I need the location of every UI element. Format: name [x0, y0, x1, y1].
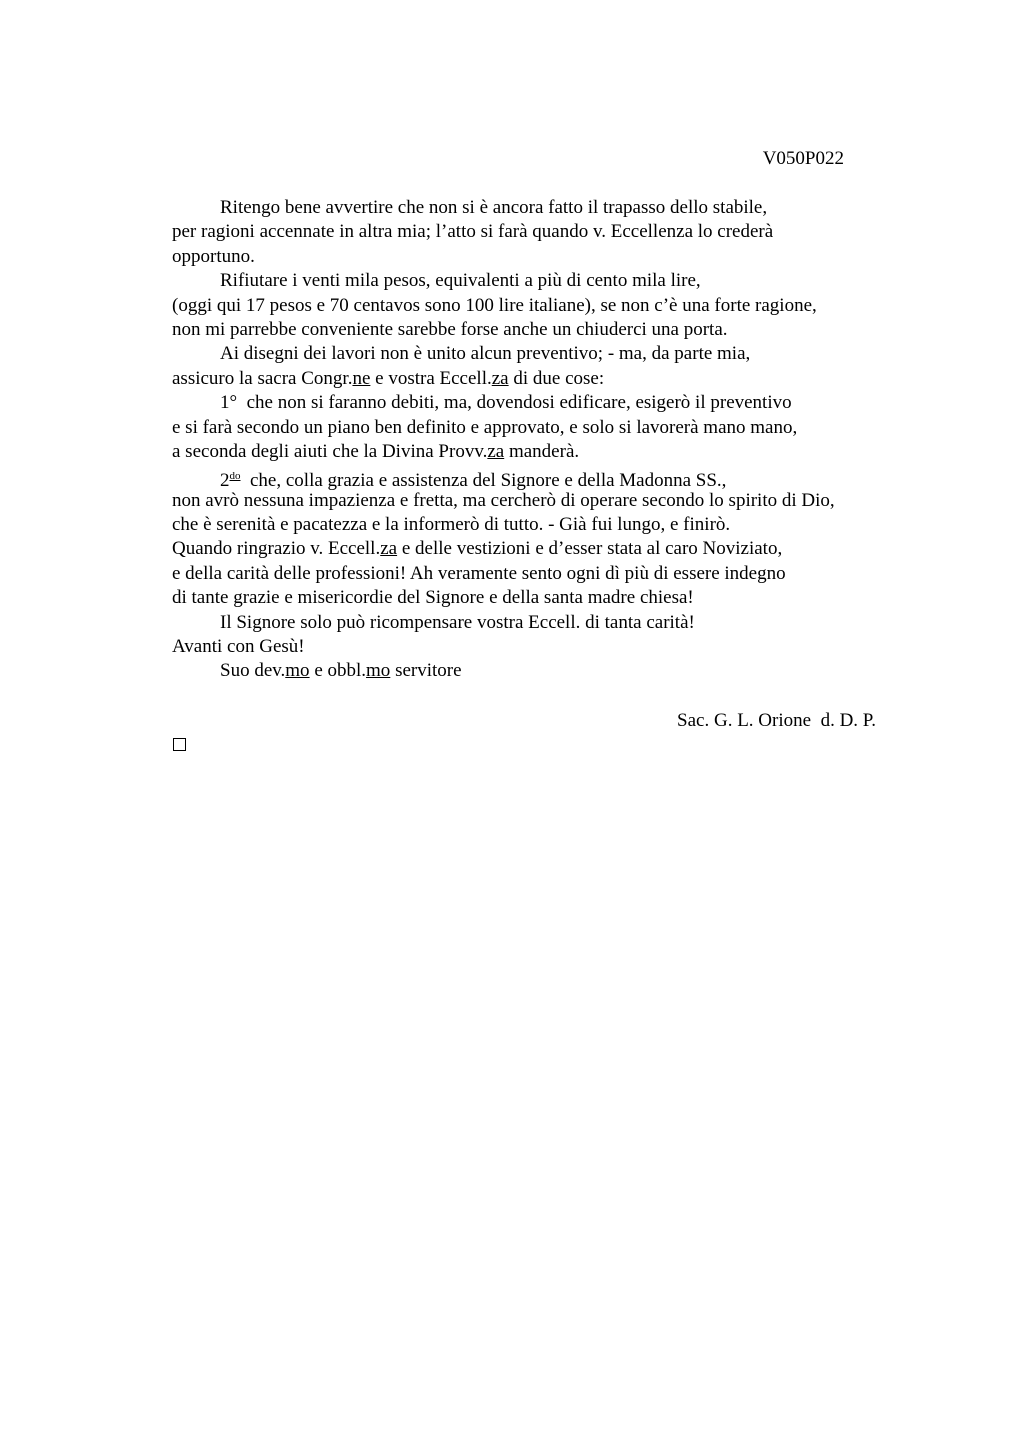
text-line: Ritengo bene avvertire che non si è ancora fatto il trapasso dello stabile,: [220, 197, 768, 218]
text-segment: Suo dev.: [220, 660, 286, 682]
text-line: Rifiutare i venti mila pesos, equivalenti a più di cento mila lire,: [220, 270, 701, 292]
ordinal-superscript: do: [229, 470, 241, 483]
text-line: che è serenità e pacatezza e la informerò di tutto. - Già fui lungo, e finirò.: [172, 514, 731, 536]
page-code: V050P022: [762, 148, 844, 169]
text-line: per ragioni accennate in altra mia; l’atto si farà quando v. Eccellenza lo crederà: [172, 221, 774, 243]
text-line: [172, 465, 932, 492]
text-segment: e obbl.: [309, 660, 367, 682]
abbreviation-suffix: za: [380, 538, 398, 560]
text-line: Ai disegni dei lavori non è unito alcun preventivo; - ma, da parte mia,: [220, 343, 751, 365]
text-segment: che, colla grazia e assistenza del Signore e della Madonna SS.,: [240, 470, 727, 492]
text-segment: e delle vestizioni e d’esser stata al caro Noviziato,: [397, 538, 783, 560]
text-segment: a seconda degli aiuti che la Divina Provv.: [172, 440, 488, 462]
text-line: non mi parrebbe conveniente sarebbe forse anche un chiuderci una porta.: [172, 318, 728, 340]
text-segment: 2: [220, 470, 230, 492]
abbreviation-suffix: mo: [285, 660, 310, 682]
abbreviation-suffix: za: [491, 367, 509, 389]
text-line: e si farà secondo un piano ben definito e approvato, e solo si lavorerà mano mano,: [172, 416, 798, 438]
text-line: [172, 441, 932, 465]
text-segment: servitore: [390, 660, 462, 682]
text-segment: manderà.: [504, 440, 580, 462]
text-line: [172, 368, 932, 392]
text-line: [172, 660, 932, 684]
text-segment: di due cose:: [508, 367, 605, 389]
letter-body: [172, 197, 932, 685]
text-line: di tante grazie e misericordie del Signore e della santa madre chiesa!: [172, 587, 694, 609]
text-line: Avanti con Gesù!: [172, 636, 305, 658]
text-line: Il Signore solo può ricompensare vostra Eccell. di tanta carità!: [220, 611, 695, 633]
abbreviation-suffix: za: [487, 440, 505, 462]
text-line: opportuno.: [172, 245, 255, 267]
text-line: non avrò nessuna impazienza e fretta, ma cercherò di operare secondo lo spirito di Dio,: [172, 489, 835, 511]
text-segment: Quando ringrazio v. Eccell.: [172, 538, 381, 560]
abbreviation-suffix: mo: [366, 660, 391, 682]
text-line: 1° che non si faranno debiti, ma, dovendosi edificare, esigerò il preventivo: [220, 392, 792, 414]
text-segment: assicuro la sacra Congr.: [172, 367, 353, 389]
text-line: (oggi qui 17 pesos e 70 centavos sono 100 lire italiane), se non c’è una forte ragione,: [172, 294, 817, 316]
text-line: e della carità delle professioni! Ah veramente sento ogni dì più di essere indegno: [172, 562, 786, 584]
text-line: [172, 538, 932, 562]
signature: Sac. G. L. Orione d. D. P.: [677, 710, 876, 731]
text-segment: e vostra Eccell.: [370, 367, 492, 389]
abbreviation-suffix: ne: [352, 367, 371, 389]
end-marker-box: [173, 738, 186, 751]
